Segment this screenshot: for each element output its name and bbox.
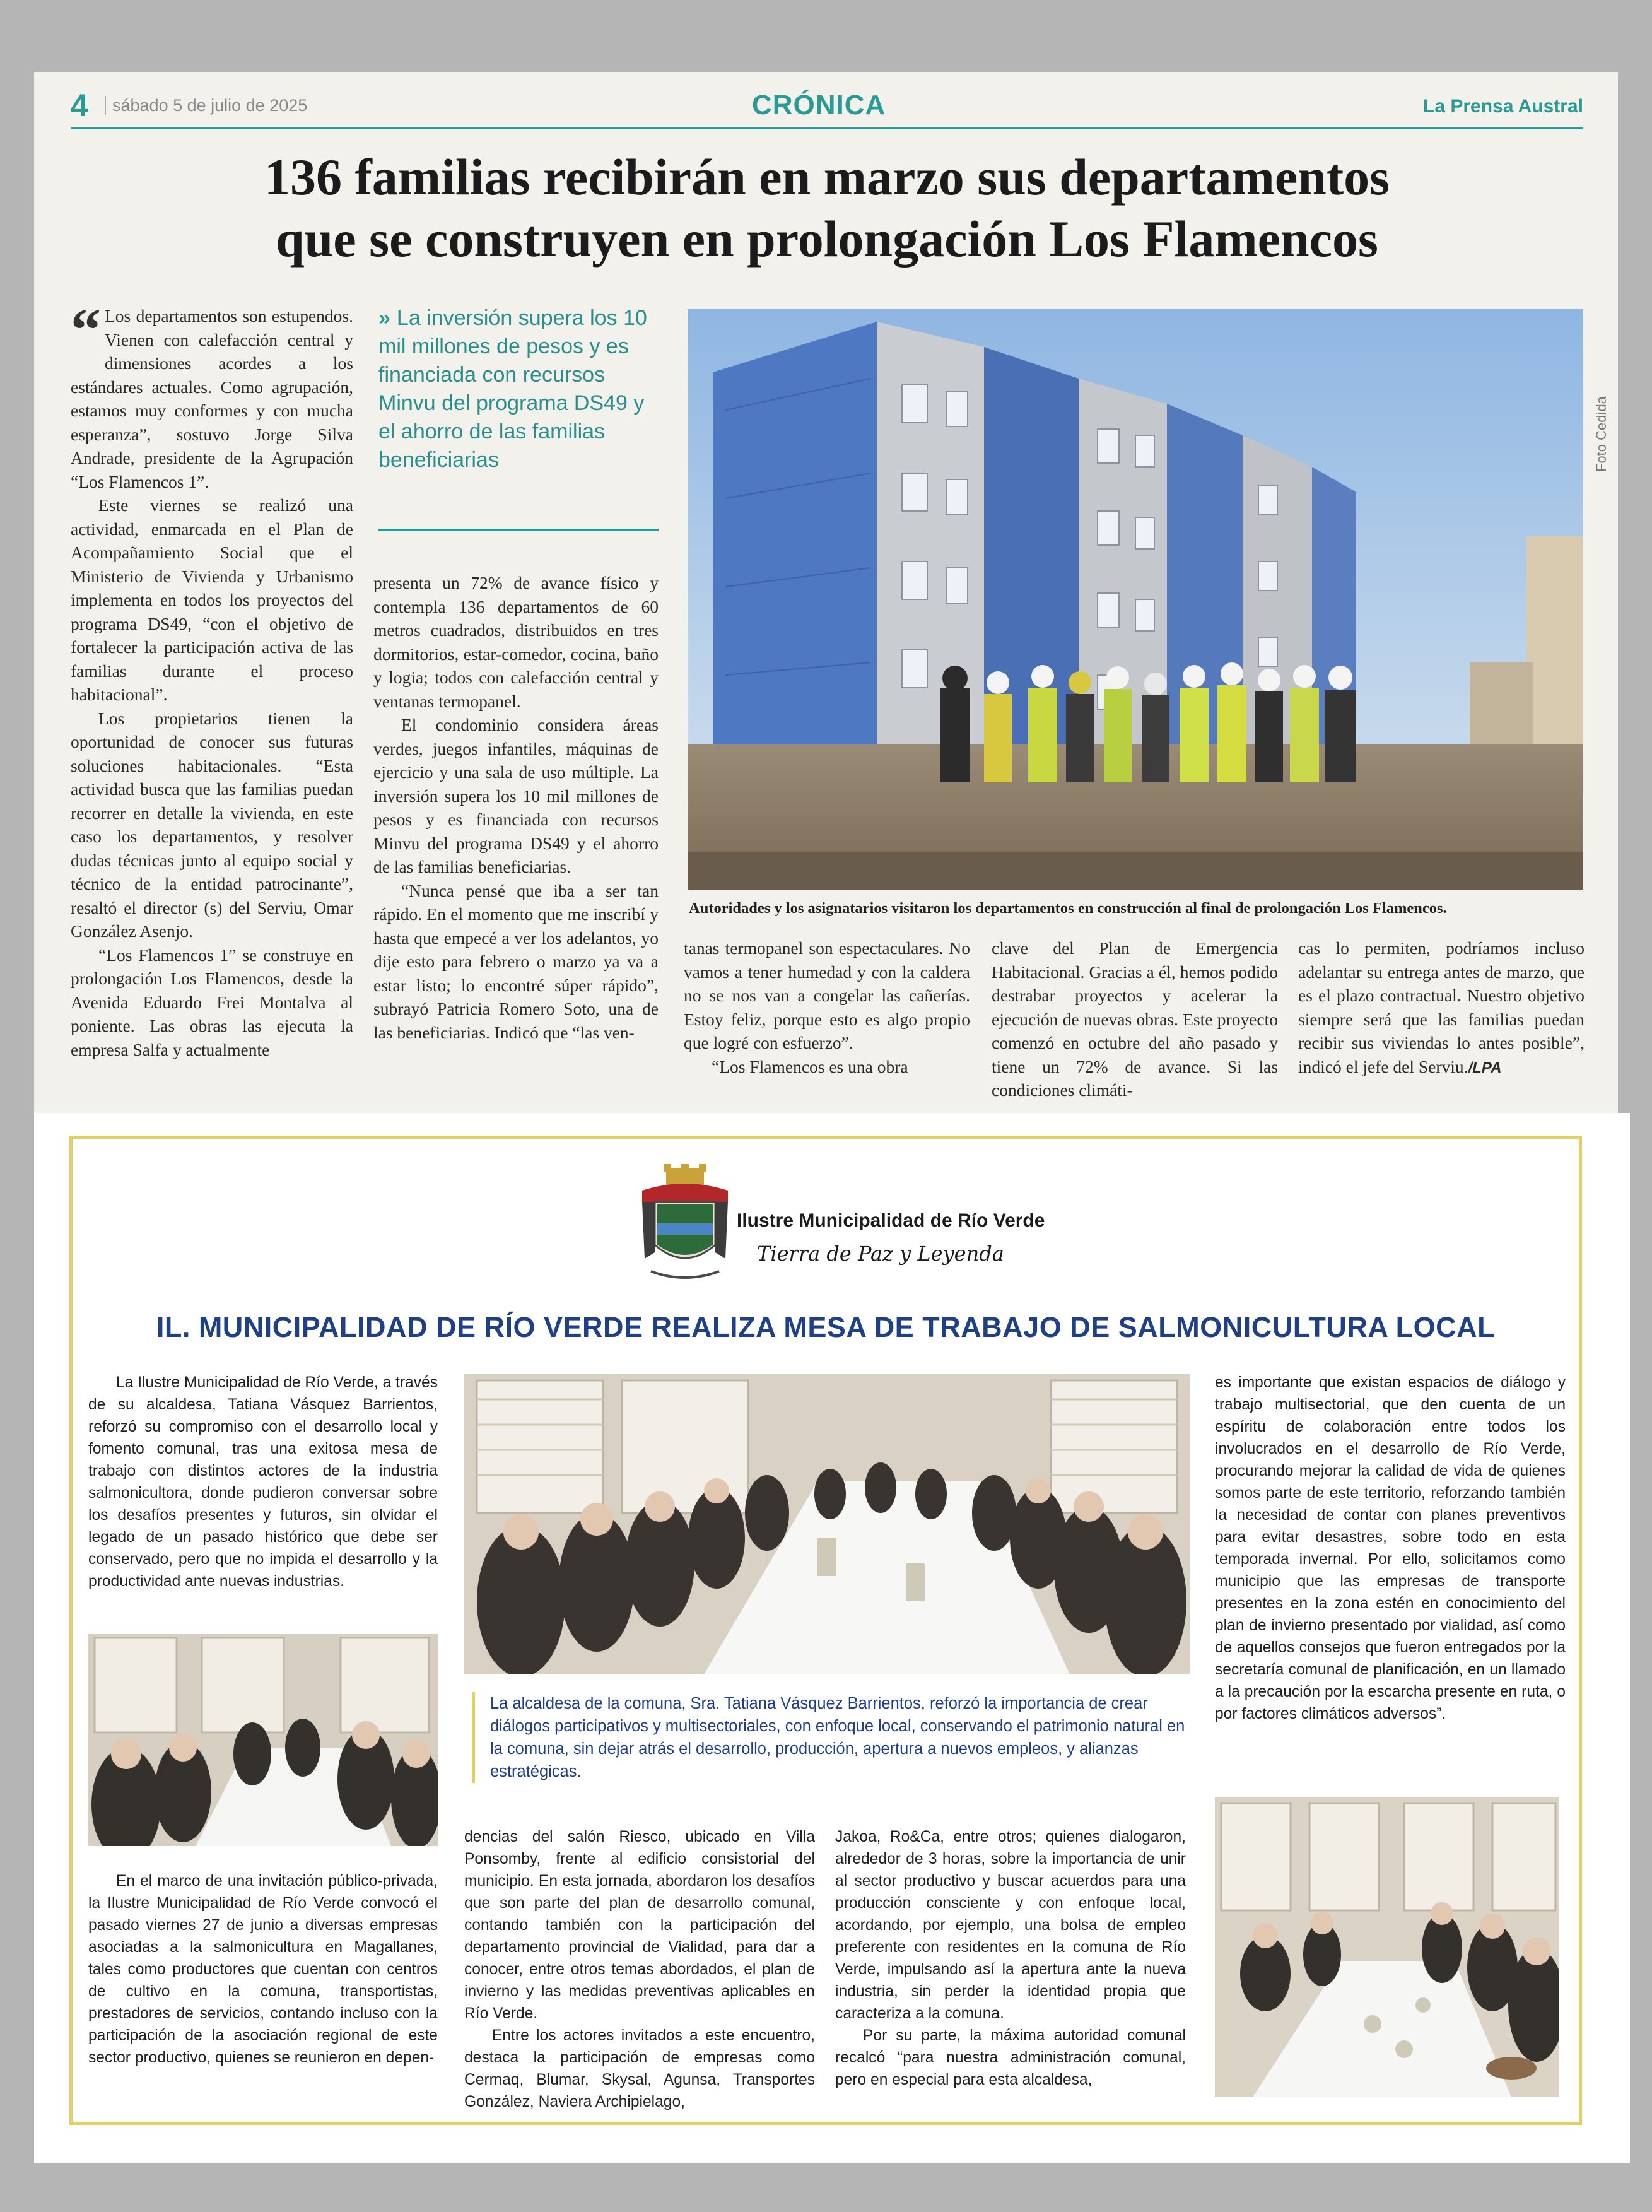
paragraph: Jakoa, Ro&Ca, entre otros; quienes dialogaron, alrededor de 3 horas, sobre la importancia de unir al sector productivo y buscar acuerdos para una producción consciente y con enfoque local, acordando, por ejemplo, una bolsa de empleo preferente con residentes en la comuna de Río Verde, impulsando así la apertura ante la nueva industria, sin perder la identidad propia que caracteriza a la comuna. bbox=[835, 1828, 1186, 2022]
pull-quote bbox=[378, 304, 659, 474]
paragraph: “Los Flamencos 1” se construye en prolongación Los Flamencos, desde la Avenida Eduardo Frei Montalva al poniente. Las obras las ejecuta la empresa Salfa y actualmente bbox=[71, 944, 353, 1059]
paragraph bbox=[1298, 936, 1585, 1080]
article-headline bbox=[71, 146, 1583, 270]
paragraph: Este viernes se realizó una actividad, enmarcada en el Plan de Acompañamiento Social que el Ministerio de Vivienda y Urbanismo implementa en todos los proyectos del programa DS49, “con el objetivo de fortalecer la participación activa de las familias durante el proceso habitacional”. bbox=[71, 495, 353, 704]
ad-column-2 bbox=[464, 1826, 815, 2113]
meeting-photo-left bbox=[88, 1634, 438, 1846]
paragraph: En el marco de una invitación público-privada, la Ilustre Municipalidad de Río Verde convocó el pasado viernes 27 de junio a diversas empresas asociadas a la salmonicultura en Magallanes, tales como productores que cuentan con centros de cultivo en la comuna, transportistas, prestadores de servicios, contando incluso con la participación de la asociación regional de este sector productivo, quienes se reunieron en depen- bbox=[88, 1873, 438, 2066]
municipal-crest-icon bbox=[638, 1164, 732, 1285]
headline-line-2: que se construyen en prolongación Los Flamencos bbox=[276, 210, 1378, 268]
article-column-5 bbox=[1298, 936, 1585, 1119]
article-column-4 bbox=[992, 936, 1278, 1119]
open-quote-icon: “ bbox=[71, 304, 101, 363]
masthead-rule bbox=[71, 127, 1583, 129]
pull-quote-text: La inversión supera los 10 mil millones de pesos y es financiada con recursos Minvu del programa DS49 y el ahorro de las familias beneficiarias bbox=[378, 306, 647, 472]
ad-photo-caption: La alcaldesa de la comuna, Sra. Tatiana Vásquez Barrientos, reforzó la importancia de crear diálogos participativos y multisectoriales, con enfoque local, conservando el patrimonio natural en la comuna, sin dejar atrás el desarrollo, producción, apertura a nuevos empleos, y alianzas estratégicas. bbox=[472, 1692, 1191, 1783]
construction-photo bbox=[688, 309, 1583, 890]
paragraph: es importante que existan espacios de diálogo y trabajo multisectorial, que den cuenta de un espíritu de colaboración entre todos los involucrados en el desarrollo de Río Verde, procurando mejorar la calidad de vida de quienes somos parte de este territorio, reforzando también la necesidad de contar con planes preventivos para evitar desastres, sobre todo en esta temporada invernal. Por ello, solicitamos como municipio que las empresas de transporte presentes en la zona estén en conocimiento del plan de invierno presentado por vialidad, así como de aquellos consejos que fueron entregados por la secretaría comunal de planificación, en un llamado a la precaución por la escarcha presente en ruta, o por factores climáticos adversos”. bbox=[1215, 1374, 1566, 1722]
newspaper-name: La Prensa Austral bbox=[1423, 96, 1583, 117]
paragraph: Por su parte, la máxima autoridad comunal recalcó “para nuestra administración comunal, pero en especial para esta alcaldesa, bbox=[835, 2027, 1186, 2088]
paragraph: La Ilustre Municipalidad de Río Verde, a través de su alcaldesa, Tatiana Vásquez Barrientos, reforzó su compromiso con el desarrollo local y fomento comunal, tras una exitosa mesa de trabajo con distintos actores de la industria salmonicultora, donde pudieron conversar sobre los desafíos presentes y futuros, sin olvidar el legado de un pasado histórico que debe ser conservado, pero que no impida el desarrollo y la productividad ante nuevas industrias. bbox=[88, 1374, 438, 1590]
masthead bbox=[71, 87, 1583, 127]
page-number: 4 bbox=[71, 88, 88, 123]
article-column-1 bbox=[71, 304, 353, 1118]
issue-date: sábado 5 de julio de 2025 bbox=[105, 96, 307, 115]
meeting-photo-right bbox=[1215, 1797, 1559, 2097]
municipality-name: Ilustre Municipalidad de Río Verde bbox=[737, 1210, 1045, 1231]
paragraph: tanas termopanel son espectaculares. No vamos a tener humedad y con la caldera no se nos van a congelar las cañerías. Estoy feliz, porque esto es algo propio que logré con esfuerzo”. bbox=[684, 938, 970, 1052]
paragraph: El condominio considera áreas verdes, juegos infantiles, máquinas de ejercicio y una sala de uso múltiple. La inversión supera los 10 mil millones de pesos y es financiada con recursos Minvu del programa DS49 y el ahorro de las familias beneficiarias. bbox=[373, 715, 659, 876]
ad-column-1-bottom bbox=[88, 1870, 438, 2069]
section-name: CRÓNICA bbox=[752, 90, 886, 121]
headline-line-1: 136 familias recibirán en marzo sus departamentos bbox=[264, 148, 1390, 206]
municipality-tagline: Tierra de Paz y Leyenda bbox=[757, 1242, 1004, 1266]
author-signature: /LPA bbox=[1468, 1059, 1502, 1076]
photo-caption: Autoridades y los asignatarios visitaron los departamentos en construcción al final de prolongación Los Flamencos. bbox=[689, 900, 1447, 917]
ad-title: IL. MUNICIPALIDAD DE RÍO VERDE REALIZA MESA DE TRABAJO DE SALMONICULTURA LOCAL bbox=[156, 1311, 1496, 1343]
article-column-3 bbox=[684, 936, 970, 1119]
paragraph: clave del Plan de Emergencia Habitacional. Gracias a él, hemos podido destrabar proyectos y acelerar la ejecución de nuevas obras. Este proyecto comenzó en octubre del año pasado y tiene un 72% de avance. Si las condiciones climáti- bbox=[992, 938, 1278, 1100]
ad-column-3 bbox=[835, 1826, 1186, 2091]
ad-column-1-top bbox=[88, 1372, 438, 1592]
photo-credit: Foto Cedida bbox=[1593, 396, 1609, 472]
paragraph: Los departamentos son estupendos. Vienen con calefacción central y dimensiones acordes a los estándares actuales. Como agrupación, estamos muy conformes y con mucha esperanza”, sostuvo Jorge Silva Andrade, presidente de la Agrupación “Los Flamencos 1”. bbox=[71, 306, 353, 491]
paragraph-text: cas lo permiten, podríamos incluso adelantar su entrega antes de marzo, que es el plazo contractual. Nuestro objetivo siempre será que las familias puedan recibir sus viviendas lo antes posible”, indicó el jefe del Serviu. bbox=[1298, 938, 1585, 1076]
paragraph: “Nunca pensé que iba a ser tan rápido. En el momento que me inscribí y hasta que empecé a ver los adelantos, yo dije esto para febrero o marzo ya va a estar listo; lo encontré súper rápido”, subrayó Patricia Romero Soto, una de las beneficiarias. Indicó que “las ven- bbox=[373, 880, 659, 1042]
double-chevron-icon: » bbox=[378, 306, 390, 330]
paragraph: Entre los actores invitados a este encuentro, destaca la participación de empresas como Cermaq, Blumar, Skysal, Agunsa, Transportes González, Naviera Archipielago, bbox=[464, 2027, 815, 2110]
paragraph: Los propietarios tienen la oportunidad de conocer sus futuras soluciones habitacionales. “Esta actividad busca que las familias puedan recorrer en detalle la vivienda, en este caso los departamentos, y resolver dudas técnicas junto al equipo social y técnico de la entidad patrocinante”, resaltó el director (s) del Serviu, Omar González Asenjo. bbox=[71, 708, 353, 941]
pull-quote-rule bbox=[378, 529, 659, 531]
ad-column-4 bbox=[1215, 1372, 1566, 1725]
paragraph: presenta un 72% de avance físico y contempla 136 departamentos de 60 metros cuadrados, distribuidos en tres dormitorios, estar-comedor, cocina, baño y logia; todos con calefacción central y ventanas termopanel. bbox=[373, 573, 659, 711]
article-column-2 bbox=[373, 571, 659, 1117]
paragraph: dencias del salón Riesco, ubicado en Villa Ponsomby, frente al edificio consistorial del municipio. En esta jornada, abordaron los desafíos que son parte del plan de desarrollo comunal, contando también con la participación del departamento provincial de Vialidad, para dar a conocer, entre otros temas abordados, el plan de invierno y las medidas preventivas aplicables en Río Verde. bbox=[464, 1828, 815, 2022]
paragraph: “Los Flamencos es una obra bbox=[712, 1056, 908, 1076]
meeting-photo-main bbox=[464, 1374, 1190, 1674]
